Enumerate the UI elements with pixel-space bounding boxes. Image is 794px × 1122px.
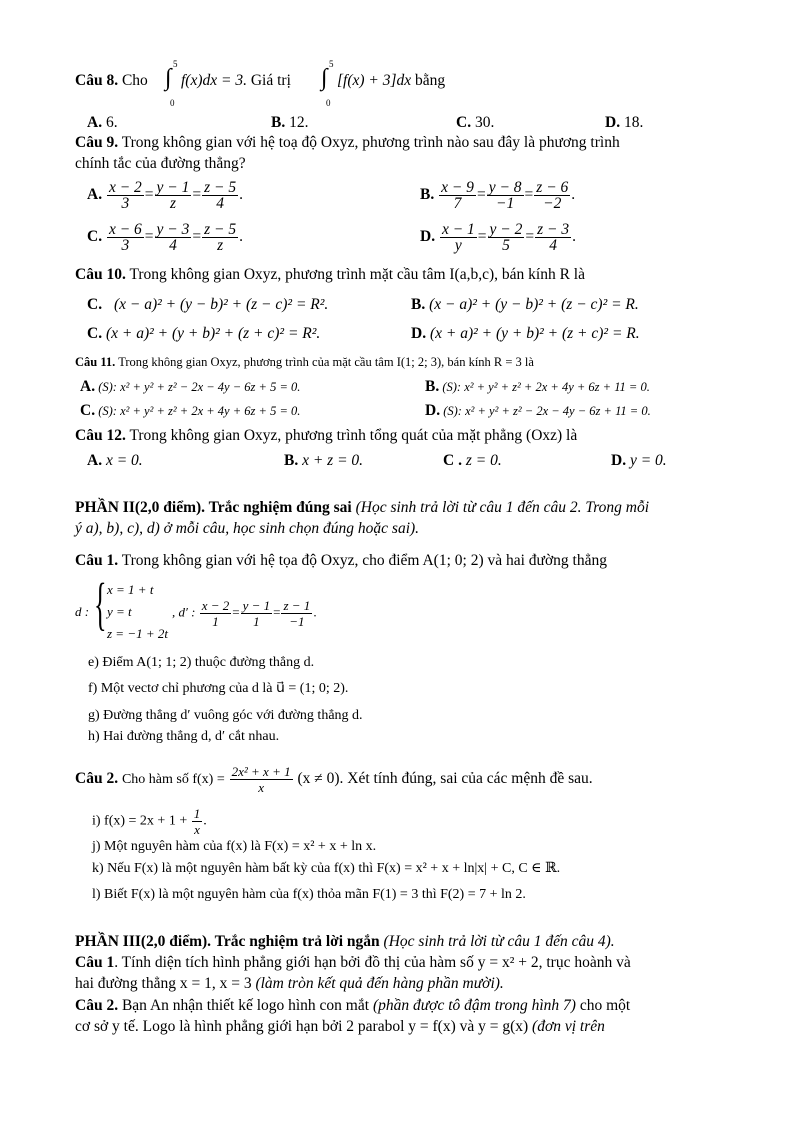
q11-line bbox=[75, 353, 534, 371]
option-letter: D. bbox=[605, 114, 621, 131]
q12-text: Trong không gian Oxyz, phương trình tổng quát của mặt phẳng (Oxz) là bbox=[129, 427, 578, 444]
p2-c1-item-e[interactable]: e) Điểm A(1; 1; 2) thuộc đường thẳng d. bbox=[88, 655, 315, 670]
option-letter: C. bbox=[456, 114, 472, 131]
q8-option-a[interactable] bbox=[87, 114, 118, 132]
q10-option-1[interactable] bbox=[87, 296, 328, 314]
q11-label: Câu 11. bbox=[75, 355, 116, 369]
p3-c2-line-1 bbox=[75, 997, 630, 1015]
option-equation: x + z = 0. bbox=[302, 452, 364, 469]
option-letter: B. bbox=[425, 378, 440, 395]
frac-num: x − 1 bbox=[441, 221, 475, 238]
frac-num: z − 3 bbox=[537, 221, 570, 238]
frac-num: 2x² + x + 1 bbox=[231, 764, 291, 779]
item-i-text: i) f(x) = 2x + 1 + bbox=[92, 813, 188, 829]
q12-label: Câu 12. bbox=[75, 427, 126, 444]
p3-c1-line-2 bbox=[75, 975, 504, 993]
p2-c1-label: Câu 1. bbox=[75, 552, 119, 569]
p3-c1-text-2a: hai đường thẳng x = 1, x = 3 bbox=[75, 975, 252, 992]
option-letter: B. bbox=[284, 452, 299, 469]
q11-option-b[interactable] bbox=[425, 378, 650, 396]
option-letter: B. bbox=[420, 186, 435, 204]
p2-c2-intro: Cho hàm số f(x) = bbox=[121, 772, 225, 788]
frac-den: 1 bbox=[253, 614, 260, 629]
option-value: 12. bbox=[289, 114, 309, 131]
p3-c1-label: Câu 1 bbox=[75, 954, 115, 971]
frac-num: y − 1 bbox=[156, 179, 190, 196]
option-equation: z = 0. bbox=[465, 452, 502, 469]
p2-c2-cond: (x ≠ 0). Xét tính đúng, sai của các mệnh đề sau. bbox=[297, 770, 593, 788]
q9-line-1 bbox=[75, 134, 620, 152]
q10-line bbox=[75, 266, 585, 284]
option-equation: (x + a)² + (y + b)² + (z + c)² = R². bbox=[105, 325, 321, 342]
q8-line bbox=[75, 72, 148, 90]
option-equation: x = 0. bbox=[105, 452, 143, 469]
q9-option-b[interactable]: B. $\frac{x - 9}{7}$ = $\frac{y - 8}{-1}$ = $\frac{z - 6}{-2}$ . bbox=[420, 179, 576, 212]
option-value: 18. bbox=[623, 114, 644, 131]
q8-int1-body-line bbox=[181, 72, 291, 90]
q8-int1-upper: 5 bbox=[173, 59, 178, 69]
q8-int2-upper: 5 bbox=[329, 59, 334, 69]
q9-option-c[interactable]: C. $\frac{x - 6}{3}$ = $\frac{y - 3}{4}$ = $\frac{z - 5}{z}$ . bbox=[87, 221, 244, 254]
part3-heading-line bbox=[75, 933, 615, 951]
frac-den: 3 bbox=[121, 195, 130, 212]
p3-c2-text-1b: (phần được tô đậm trong hình 7) bbox=[372, 997, 576, 1014]
q8-option-c[interactable] bbox=[456, 114, 494, 132]
option-letter: D. bbox=[611, 452, 627, 469]
q8-option-b[interactable] bbox=[271, 114, 308, 132]
option-letter: C. bbox=[87, 228, 103, 246]
option-letter: A. bbox=[87, 114, 103, 131]
option-equation: y = 0. bbox=[629, 452, 667, 469]
p3-c2-line-2 bbox=[75, 1018, 605, 1036]
period: . bbox=[203, 813, 207, 829]
part3-heading: PHẦN III(2,0 điểm). Trắc nghiệm trả lời ngắn bbox=[75, 933, 380, 950]
q8-int2-lower: 0 bbox=[326, 98, 331, 108]
q9-line-2: chính tắc của đường thẳng? bbox=[75, 155, 246, 172]
frac-den: 1 bbox=[212, 614, 219, 629]
part2-heading-line bbox=[75, 499, 649, 517]
line-d-prime: , d′ : $\frac{x - 2}{1}$ = $\frac{y - 1}{1}$ = $\frac{z - 1}{-1}$ . bbox=[172, 598, 317, 629]
integral-sign-2: ∫ bbox=[321, 65, 328, 91]
option-equation: (x − a)² + (y − b)² + (z − c)² = R². bbox=[113, 296, 329, 313]
frac-num: 1 bbox=[193, 806, 201, 821]
option-letter: A. bbox=[80, 378, 96, 395]
q10-text: Trong không gian Oxyz, phương trình mặt cầu tâm I(a,b,c), bán kính R là bbox=[129, 266, 585, 283]
option-letter: C. bbox=[87, 325, 103, 342]
frac-den: 7 bbox=[453, 195, 462, 212]
frac-num: z − 6 bbox=[536, 179, 569, 196]
line-d-eq-2: y = t bbox=[107, 604, 132, 619]
option-letter: D. bbox=[425, 402, 441, 419]
p3-c1-line-1 bbox=[75, 954, 631, 972]
option-equation: (S): x² + y² + z² − 2x − 4y − 6z + 11 = 0. bbox=[443, 404, 651, 418]
q12-option-a[interactable] bbox=[87, 452, 143, 470]
frac-num: y − 1 bbox=[242, 598, 271, 613]
q8-int1-body: f(x)dx = 3. bbox=[181, 72, 247, 89]
option-equation: (x − a)² + (y − b)² + (z − c)² = R. bbox=[429, 296, 639, 313]
q8-mid: Giá trị bbox=[250, 72, 291, 89]
p3-c1-text-1: . Tính diện tích hình phẳng giới hạn bởi đồ thị của hàm số y = x² + 2, trục hoành và bbox=[114, 954, 631, 971]
frac-den: x bbox=[258, 780, 264, 795]
option-equation: (S): x² + y² + z² − 2x − 4y − 6z + 5 = 0. bbox=[98, 380, 301, 394]
frac-den: −1 bbox=[289, 614, 305, 629]
frac-den: −1 bbox=[496, 195, 515, 212]
q9-option-a[interactable]: A. $\frac{x - 2}{3}$ = $\frac{y - 1}{z}$ = $\frac{z - 5}{4}$ . bbox=[87, 179, 244, 212]
line-d-name: d : bbox=[75, 604, 90, 619]
period: . bbox=[313, 604, 317, 620]
frac-num: y − 2 bbox=[489, 221, 523, 238]
option-equation: (S): x² + y² + z² + 2x + 4y + 6z + 11 = 0. bbox=[442, 380, 650, 394]
frac-den: y bbox=[454, 237, 462, 254]
q8-intro: Cho bbox=[121, 72, 148, 89]
frac-den: z bbox=[169, 195, 176, 212]
q8-int1-lower: 0 bbox=[170, 98, 175, 108]
p3-c2-text-2b: (đơn vị trên bbox=[532, 1018, 605, 1035]
option-letter: C. bbox=[87, 296, 103, 313]
option-letter: A. bbox=[87, 186, 103, 204]
p3-c2-text-1c: cho một bbox=[579, 997, 631, 1014]
frac-num: x − 2 bbox=[201, 598, 230, 613]
frac-den: x bbox=[194, 822, 200, 837]
frac-num: x − 6 bbox=[108, 221, 142, 238]
q8-int2-body-line bbox=[337, 72, 445, 90]
q8-option-d[interactable] bbox=[605, 114, 643, 132]
part2-note-1: (Học sinh trả lời từ câu 1 đến câu 2. Trong mỗi bbox=[355, 499, 650, 516]
p2-c1-line bbox=[75, 552, 607, 570]
option-letter: C. bbox=[80, 402, 96, 419]
q12-option-b[interactable] bbox=[284, 452, 363, 470]
left-brace-icon: { bbox=[94, 571, 107, 636]
option-equation: (S): x² + y² + z² + 2x + 4y + 6z + 5 = 0. bbox=[98, 404, 301, 418]
q12-line bbox=[75, 427, 577, 445]
option-equation: (x + a)² + (y + b)² + (z + c)² = R. bbox=[429, 325, 640, 342]
q8-int2-body: [f(x) + 3]dx bbox=[337, 72, 412, 89]
part2-note-2: ý a), b), c), d) ở mỗi câu, học sinh chọn đúng hoặc sai). bbox=[75, 520, 420, 537]
frac-den: 4 bbox=[169, 237, 177, 254]
p2-c2-item-k[interactable]: k) Nếu F(x) là một nguyên hàm bất kỳ của f(x) thì F(x) = x² + x + ln|x| + C, C ∈ ℝ. bbox=[92, 861, 561, 876]
option-value: 6. bbox=[105, 114, 118, 131]
q10-option-4[interactable] bbox=[411, 325, 640, 343]
q10-option-3[interactable] bbox=[87, 325, 320, 343]
q10-label: Câu 10. bbox=[75, 266, 126, 283]
option-letter: B. bbox=[271, 114, 286, 131]
option-letter: D. bbox=[411, 325, 427, 342]
frac-den: −2 bbox=[543, 195, 562, 212]
option-letter: A. bbox=[87, 452, 103, 469]
p3-c2-label: Câu 2. bbox=[75, 997, 119, 1014]
frac-num: x − 9 bbox=[441, 179, 474, 196]
q8-tail: bằng bbox=[415, 72, 446, 89]
p2-c2-label: Câu 2. bbox=[75, 770, 119, 788]
p3-c1-text-2b: (làm tròn kết quả đến hàng phần mười). bbox=[255, 975, 504, 992]
part3-note: (Học sinh trả lời từ câu 1 đến câu 4). bbox=[383, 933, 615, 950]
q8-label: Câu 8. bbox=[75, 72, 119, 89]
q12-option-c[interactable] bbox=[443, 452, 502, 470]
part2-heading: PHẦN II(2,0 điểm). Trắc nghiệm đúng sai bbox=[75, 499, 352, 516]
p2-c1-item-h[interactable]: h) Hai đường thẳng d, d′ cắt nhau. bbox=[88, 729, 280, 744]
frac-den: 4 bbox=[216, 195, 225, 212]
option-letter: D. bbox=[420, 228, 436, 246]
frac-den: 4 bbox=[549, 237, 558, 254]
frac-num: y − 3 bbox=[156, 221, 190, 238]
q9-text-1: Trong không gian với hệ toạ độ Oxyz, phương trình nào sau đây là phương trình bbox=[121, 134, 620, 151]
p3-c2-text-1a: Bạn An nhận thiết kế logo hình con mắt bbox=[121, 997, 370, 1014]
option-letter: B. bbox=[411, 296, 426, 313]
frac-num: z − 1 bbox=[283, 598, 311, 613]
q11-option-a[interactable] bbox=[80, 378, 300, 396]
q10-option-2[interactable] bbox=[411, 296, 639, 314]
frac-den: 3 bbox=[121, 237, 130, 254]
q9-option-d[interactable]: D. $\frac{x - 1}{y}$ = $\frac{y - 2}{5}$ = $\frac{z - 3}{4}$ . bbox=[420, 221, 577, 254]
frac-num: z − 5 bbox=[204, 221, 237, 238]
q11-option-d[interactable] bbox=[425, 402, 651, 420]
frac-num: y − 8 bbox=[488, 179, 522, 196]
frac-num: z − 5 bbox=[204, 179, 237, 196]
integral-sign-1: ∫ bbox=[165, 65, 172, 91]
option-value: 30. bbox=[474, 114, 495, 131]
p2-c2-item-i[interactable] bbox=[92, 806, 207, 837]
q11-option-c[interactable] bbox=[80, 402, 300, 420]
option-letter: C . bbox=[443, 452, 462, 469]
p2-c1-item-g[interactable]: g) Đường thẳng d′ vuông góc với đường thẳng d. bbox=[88, 708, 363, 723]
line-d-eq-1: x = 1 + t bbox=[107, 582, 154, 597]
frac-den: 5 bbox=[502, 237, 510, 254]
line-d-prime-name: , d′ : bbox=[172, 604, 196, 620]
frac-den: z bbox=[217, 237, 224, 254]
p2-c1-item-f[interactable]: f) Một vectơ chỉ phương của d là u⃗ = (1; 0; 2). bbox=[88, 681, 349, 696]
p2-c2-line bbox=[75, 764, 593, 795]
p2-c1-text: Trong không gian với hệ tọa độ Oxyz, cho điểm A(1; 0; 2) và hai đường thẳng bbox=[121, 552, 607, 569]
q12-option-d[interactable] bbox=[611, 452, 667, 470]
q9-label: Câu 9. bbox=[75, 134, 119, 151]
line-d-eq-3: z = −1 + 2t bbox=[107, 626, 168, 641]
q11-text: Trong không gian Oxyz, phương trình của mặt cầu tâm I(1; 2; 3), bán kính R = 3 là bbox=[118, 355, 534, 369]
frac-num: x − 2 bbox=[108, 179, 142, 196]
p2-c2-item-j[interactable]: j) Một nguyên hàm của f(x) là F(x) = x² + x + ln x. bbox=[92, 839, 377, 854]
p3-c2-text-2a: cơ sở y tế. Logo là hình phẳng giới hạn bởi 2 parabol y = f(x) và y = g(x) bbox=[75, 1018, 529, 1035]
p2-c2-item-l[interactable]: l) Biết F(x) là một nguyên hàm của f(x) thỏa mãn F(1) = 3 thì F(2) = 7 + ln 2. bbox=[92, 887, 526, 902]
